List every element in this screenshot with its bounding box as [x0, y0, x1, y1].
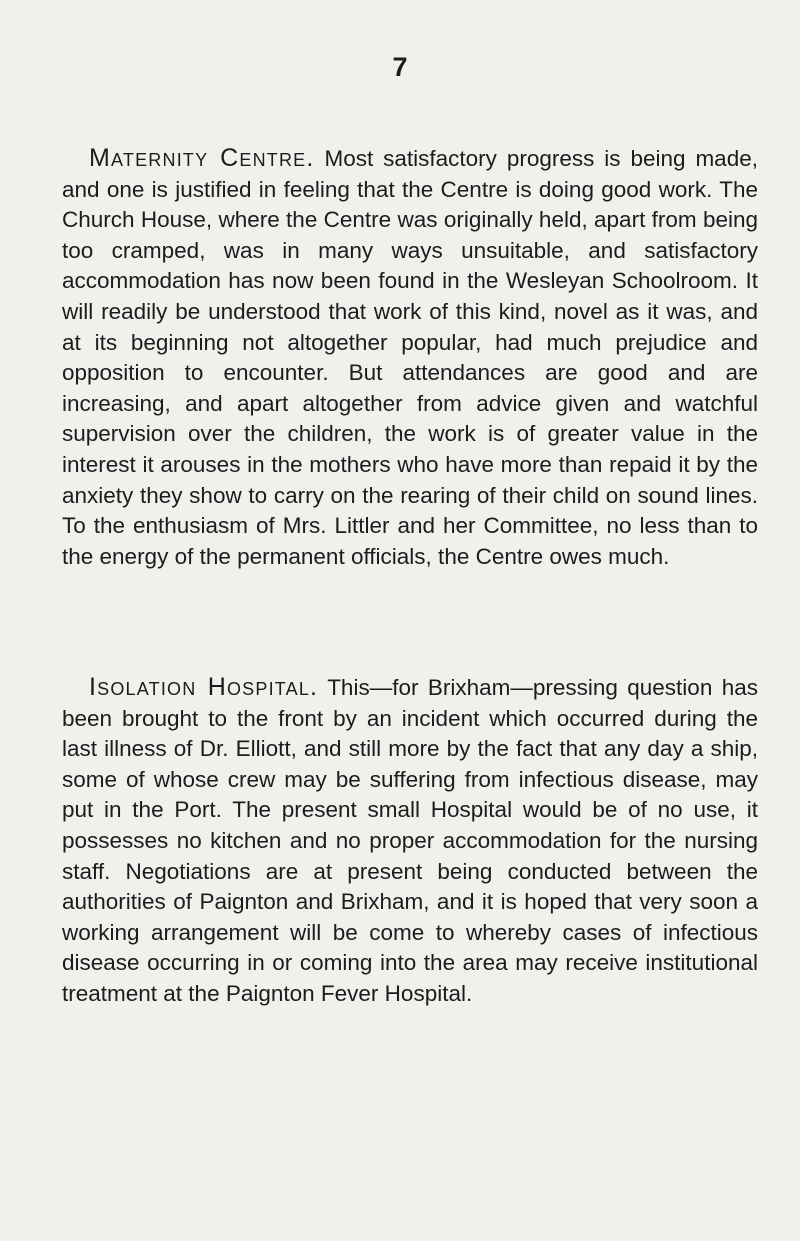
section-heading-maternity-centre: Maternity Centre. — [89, 144, 315, 172]
section-body-isolation-hospital: This—for Brixham—pressing question has been brought to the front by an incident which occurred during the last illness of Dr. Elliott, and still more by the fact that any day a ship, some of whose crew may be suffering from infectious disease, may put in the Port. The present small Hospital would be of no use, it possesses no kitchen and no proper accommodation for the nursing staff. Negotiations are at present being conducted between the authorities of Paignton and Brixham, and it is hoped that very soon a working arrangement will be come to whereby cases of infectious disease occurring in or coming into the area may receive institutional treatment at the Paignton Fever Hospital. — [62, 675, 758, 1006]
paragraph-maternity-centre — [62, 143, 758, 572]
paragraph-isolation-hospital — [62, 672, 758, 1010]
page-number: 7 — [392, 52, 408, 82]
section-body-maternity-centre: Most satisfactory progress is being made, and one is justified in feeling that the Centre is doing good work. The Church House, where the Centre was originally held, apart from being too cramped, was in many ways unsuitable, and satisfactory accommodation has now been found in the Wesleyan Schoolroom. It will readily be understood that work of this kind, novel as it was, and at its beginning not altogether popular, had much prejudice and opposition to encounter. But attendances are good and are increasing, and apart altogether from advice given and watchful supervision over the children, the work is of greater value in the interest it arouses in the mothers who have more than repaid it by the anxiety they show to carry on the rearing of their child on sound lines. To the enthusiasm of Mrs. Littler and her Committee, no less than to the energy of the permanent officials, the Centre owes much. — [62, 146, 758, 569]
section-heading-isolation-hospital: Isolation Hospital. — [89, 673, 319, 701]
